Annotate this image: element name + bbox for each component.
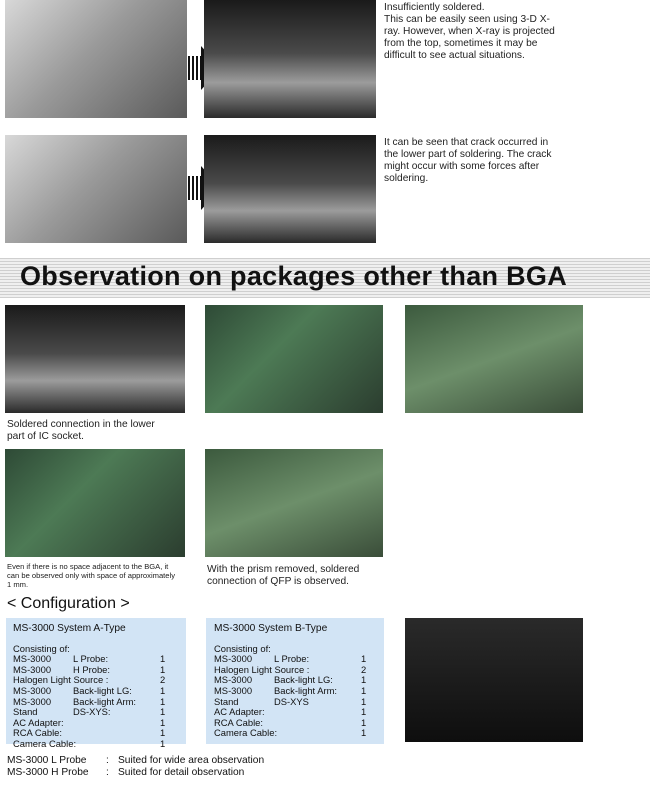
note-probe-name: MS-3000 H Probe <box>7 767 89 778</box>
component-name: MS-3000 <box>214 674 253 686</box>
component-quantity: 1 <box>361 716 367 728</box>
component-name: Camera Cable: <box>13 737 77 749</box>
system-b-component-row <box>214 728 384 739</box>
bga-space-caption: Even if there is no space adjacent to the BGA, it can be observed only with space of approximately 1 mm. <box>7 562 176 589</box>
note-separator: : <box>106 767 109 778</box>
component-name: RCA Cable: <box>214 716 263 728</box>
prism-removed-caption: With the prism removed, soldered connection of QFP is observed. <box>207 564 360 587</box>
component-name: MS-3000 <box>13 695 52 707</box>
component-quantity: 1 <box>361 684 367 696</box>
component-name: Stand <box>13 706 38 718</box>
component-quantity: 1 <box>361 706 367 718</box>
note-description: Suited for wide area observation <box>118 755 265 766</box>
component-closeup-photo <box>405 305 583 413</box>
system-equipment-photo <box>405 618 583 742</box>
component-part: Back-light LG: <box>274 674 333 686</box>
component-quantity: 1 <box>160 706 166 718</box>
component-part: DS-XYS <box>274 695 309 707</box>
system-a-title: MS-3000 System A-Type <box>13 623 126 634</box>
note-probe-name: MS-3000 L Probe <box>7 755 87 766</box>
note-description: Suited for detail observation <box>118 767 245 778</box>
prism-probe-in-hand-photo <box>205 449 383 557</box>
insufficient-solder-text: Insufficiently soldered. This can be easily seen using 3-D X- ray. However, when X-ray is projected from the top, sometimes it may be difficult to see actual situations. <box>384 2 555 61</box>
system-b-title: MS-3000 System B-Type <box>214 623 328 634</box>
component-part: DS-XYS: <box>73 706 111 718</box>
component-name: AC Adapter: <box>13 716 64 728</box>
system-a-component-row <box>13 686 186 697</box>
component-part: Back-light Arm: <box>73 695 137 707</box>
component-part: L Probe: <box>274 653 310 665</box>
component-quantity: 2 <box>361 663 367 675</box>
component-quantity: 1 <box>361 674 367 686</box>
component-quantity: 1 <box>160 653 166 665</box>
component-quantity: 1 <box>160 716 166 728</box>
component-name: MS-3000 <box>13 663 52 675</box>
component-quantity: 1 <box>361 727 367 739</box>
component-quantity: 1 <box>160 695 166 707</box>
system-b-consisting: Consisting of: <box>214 642 271 654</box>
component-quantity: 1 <box>160 684 166 696</box>
component-name: MS-3000 <box>214 653 253 665</box>
component-quantity: 1 <box>160 727 166 739</box>
component-quantity: 1 <box>160 737 166 749</box>
component-name: Stand <box>214 695 239 707</box>
bga-crack-closeup-photo <box>204 135 376 243</box>
bga-3d-illustration-photo-1 <box>5 0 187 118</box>
component-quantity: 1 <box>361 653 367 665</box>
component-name: MS-3000 <box>13 653 52 665</box>
note-separator: : <box>106 755 109 766</box>
bga-solder-closeup-photo-1 <box>204 0 376 118</box>
component-quantity: 1 <box>361 695 367 707</box>
qfp-leads-photo <box>205 305 383 413</box>
bga-board-photo <box>5 449 185 557</box>
component-name: MS-3000 <box>214 684 253 696</box>
system-a-box <box>6 618 186 749</box>
configuration-heading: < Configuration > <box>7 595 130 612</box>
component-name: Halogen Light Source : <box>214 663 310 675</box>
component-part: Back-light LG: <box>73 684 132 696</box>
bga-3d-illustration-photo-2 <box>5 135 187 243</box>
arrow-stub-2 <box>188 176 202 200</box>
system-a-component-row <box>13 739 186 750</box>
system-b-component-row <box>214 686 384 697</box>
component-quantity: 1 <box>160 663 166 675</box>
section-title: Observation on packages other than BGA <box>20 261 568 291</box>
component-name: Halogen Light Source : <box>13 674 109 686</box>
component-part: H Probe: <box>73 663 110 675</box>
component-quantity: 2 <box>160 674 166 686</box>
system-b-box <box>206 618 384 744</box>
component-name: AC Adapter: <box>214 706 265 718</box>
ic-socket-caption: Soldered connection in the lower part of IC socket. <box>7 419 155 442</box>
ic-socket-solder-photo <box>5 305 185 413</box>
component-part: L Probe: <box>73 653 109 665</box>
crack-description-text: It can be seen that crack occurred in the lower part of soldering. The crack might occur with some forces after soldering. <box>384 137 552 184</box>
component-part: Back-light Arm: <box>274 684 338 696</box>
component-name: MS-3000 <box>13 684 52 696</box>
arrow-stub-1 <box>188 56 202 80</box>
component-name: Camera Cable: <box>214 727 278 739</box>
system-a-consisting: Consisting of: <box>13 642 70 654</box>
component-name: RCA Cable: <box>13 727 62 739</box>
